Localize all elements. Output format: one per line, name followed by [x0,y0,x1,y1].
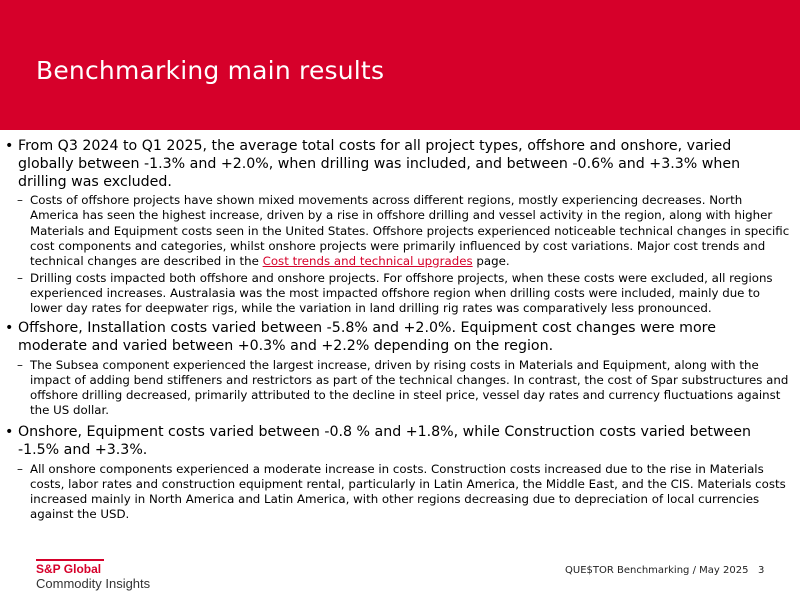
sub-bullet-text: Drilling costs impacted both offshore and onshore projects. For offshore projects, when these costs were excluded, all regions experienced increases. Australasia was the most impacted offshore region when drilling costs were included, mainly due to lower day rates for deepwater rigs, while the variation in land drilling rig rates was comparatively less pronounced. [30,270,773,316]
bullet-item [0,424,800,460]
logo-divider [36,559,104,561]
bullet-item [0,320,800,356]
bullet-marker: • [5,424,14,441]
sub-bullet-text: All onshore components experienced a moderate increase in costs. Construction costs increased due to the rise in Materials costs, labor rates and construction equipment rental, particularly in Latin America, the Middle East, and the CIS. Materials costs increased mainly in North America and Latin America, with other regions decreasing due to depreciation of local currencies against the USD. [30,461,786,521]
page-number: 3 [758,565,765,576]
company-logo [36,559,150,592]
dash-marker: – [17,270,23,285]
sub-bullet-item [0,193,800,268]
dash-marker: – [17,193,23,208]
sub-bullet-item [0,358,800,418]
logo-sub-text: Commodity Insights [36,576,151,591]
sub-bullet-item [0,462,800,522]
sub-bullet-item [0,271,800,316]
dash-marker: – [17,461,23,476]
footer-source: QUE$TOR Benchmarking / May 2025 [565,565,749,576]
logo-brand-text: S&P Global [36,562,102,576]
title-banner [0,0,800,130]
bullet-marker: • [5,138,14,154]
bullet-text: Offshore, Installation costs varied between -5.8% and +2.0%. Equipment cost changes were more moderate and varied between +0.3% and +2.2% depending on the region. [18,320,716,354]
bullet-item [0,138,800,191]
sub-bullet-text-end: page. [472,253,510,268]
bullet-marker: • [5,320,14,337]
cost-trends-link[interactable]: Cost trends and technical upgrades [262,253,473,268]
page-title: Benchmarking main results [36,56,385,85]
sub-bullet-text: The Subsea component experienced the largest increase, driven by rising costs in Materials and Equipment, along with the impact of adding bend stiffeners and restrictors as part of the technical changes. In contrast, the cost of Spar substructures and offshore drilling decreased, primarily attributed to the decline in steel price, vessel day rates and currency fluctuations against the US dollar. [30,357,789,418]
main-content [0,134,800,522]
dash-marker: – [17,357,23,372]
sub-bullet-text: Costs of offshore projects have shown mixed movements across different regions, mostly experiencing decreases. North America has seen the highest increase, driven by a rise in offshore drilling and vessel activity in the region, along with higher Materials and Equipment costs seen in the United States. Offshore projects experienced noticeable technical changes in specific cost components and categories, whilst onshore projects were primarily influenced by cost variations. Major cost trends and technical changes are described in the [30,193,790,268]
bullet-text: Onshore, Equipment costs varied between -0.8 % and +1.8%, while Construction costs varied between -1.5% and +3.3%. [18,424,752,458]
bullet-text: From Q3 2024 to Q1 2025, the average total costs for all project types, offshore and onshore, varied globally between -1.3% and +2.0%, when drilling was included, and between -0.6% and +3.3% when drilling was excluded. [18,138,741,190]
